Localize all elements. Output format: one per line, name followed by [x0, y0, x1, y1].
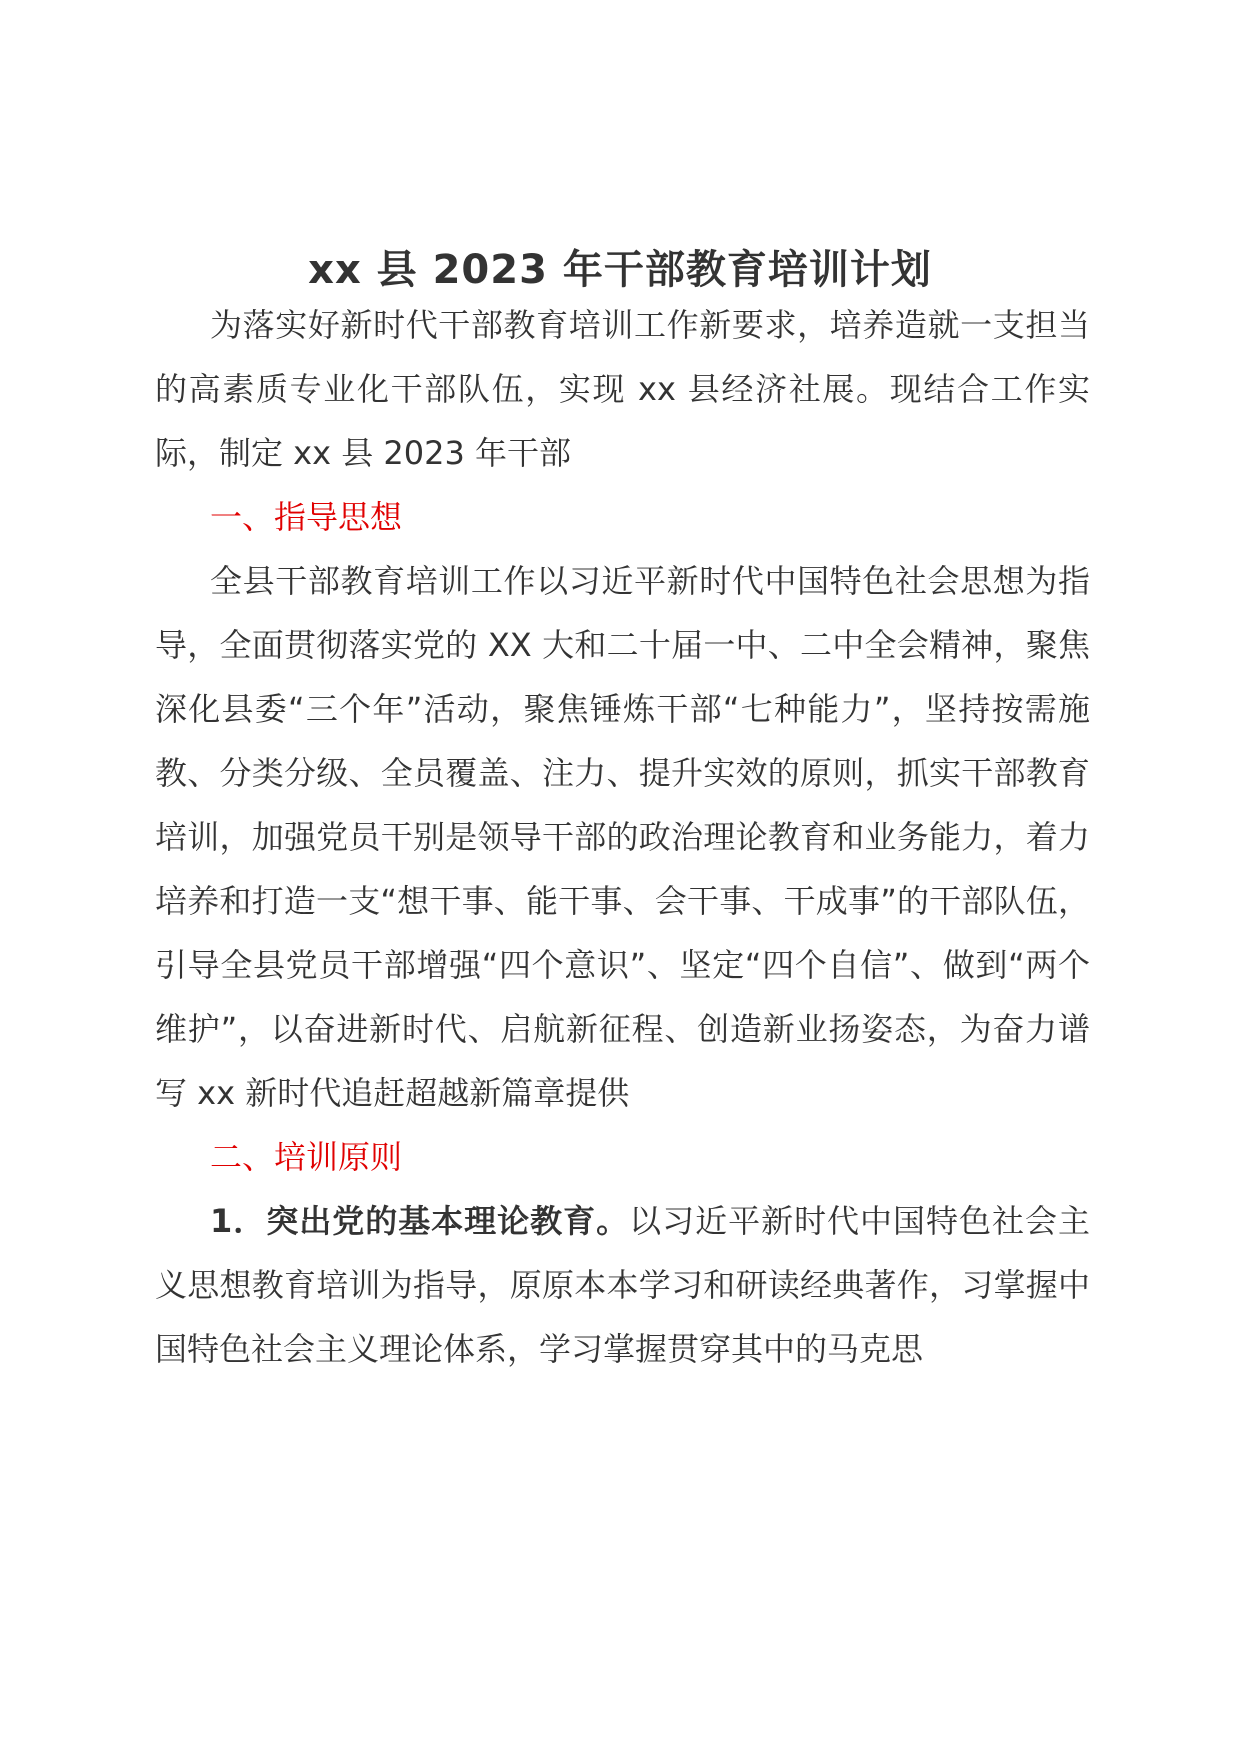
principle-item-1-lead: 1．突出党的基本理论教育。 [210, 1202, 630, 1240]
section-heading-guiding-ideology: 一、指导思想 [210, 498, 403, 536]
principle-item-1-body: 以习近平新时代中国特色社会主义思想教育培训为指导，原原本本学习和研读经典著作，习掌握中国特色社会主义理论体系，学习掌握贯穿其中的马克思 [155, 1202, 1090, 1368]
principle-item-1 [155, 1189, 1090, 1381]
intro-paragraph: 为落实好新时代干部教育培训工作新要求，培养造就一支担当的高素质专业化干部队伍，实现 xx 县经济社展。现结合工作实际，制定 xx 县 2023 年干部 [155, 306, 1090, 472]
section-heading-training-principles: 二、培训原则 [210, 1138, 403, 1176]
guiding-ideology-paragraph: 全县干部教育培训工作以习近平新时代中国特色社会思想为指导，全面贯彻落实党的 XX 大和二十届一中、二中全会精神，聚焦深化县委“三个年”活动，聚焦锤炼干部“七种能力”，坚持按需施教、分类分级、全员覆盖、注力、提升实效的原则，抓实干部教育培训，加强党员干别是领导干部的政治理论教育和业务能力，着力培养和打造一支“想干事、能干事、会干事、干成事”的干部队伍，引导全县党员干部增强“四个意识”、坚定“四个自信”、做到“两个维护”，以奋进新时代、启航新征程、创造新业扬姿态，为奋力谱写 xx 新时代追赶超越新篇章提供 [155, 562, 1090, 1112]
document-body [155, 293, 1090, 1381]
document-title: xx 县 2023 年干部教育培训计划 [308, 247, 932, 293]
